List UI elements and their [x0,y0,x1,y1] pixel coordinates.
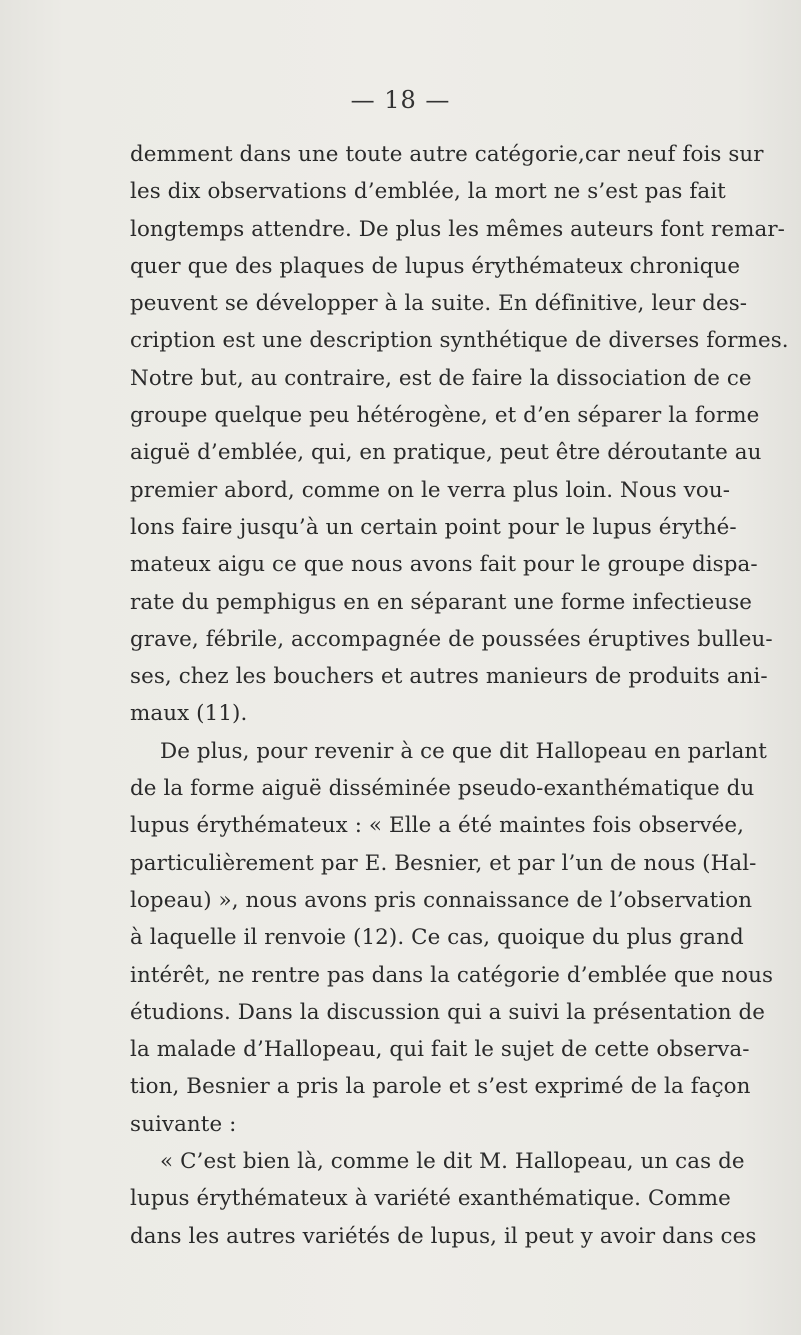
text-line: à laquelle il renvoie (12). Ce cas, quoique du plus grand [130,925,744,951]
body-text [130,136,789,1255]
text-line: mateux aigu ce que nous avons fait pour le groupe dispa- [130,552,758,578]
text-line: rate du pemphigus en en séparant une forme infectieuse [130,589,753,615]
text-line: peuvent se développer à la suite. En définitive, leur des- [130,291,748,317]
text-line: de la forme aiguë disséminée pseudo-exanthématique du [130,776,755,802]
text-line: maux (11). [130,701,248,727]
text-line: demment dans une toute autre catégorie,car neuf fois sur [130,142,764,167]
paragraph-3 [130,1143,757,1255]
text-line: quer que des plaques de lupus érythémateux chronique [130,253,741,279]
text-line: intérêt, ne rentre pas dans la catégorie d’emblée que nous [130,962,774,988]
text-line: lons faire jusqu’à un certain point pour le lupus érythé- [130,514,737,540]
text-line: « C’est bien là, comme le dit M. Hallopeau, un cas de [160,1149,745,1175]
text-line: étudions. Dans la discussion qui a suivi la présentation de [130,999,766,1025]
text-line: suivante : [130,1111,237,1137]
text-line: les dix observations d’emblée, la mort ne s’est pas fait [130,179,726,205]
text-line: lupus érythémateux : « Elle a été maintes fois observée, [130,813,745,839]
text-line: dans les autres variétés de lupus, il peut y avoir dans ces [130,1223,757,1249]
paragraph-2 [130,733,774,1143]
text-line: premier abord, comme on le verra plus loin. Nous vou- [130,477,731,503]
text-line: tion, Besnier a pris la parole et s’est exprimé de la façon [130,1074,751,1100]
text-line: De plus, pour revenir à ce que dit Hallopeau en parlant [160,738,768,764]
text-line: longtemps attendre. De plus les mêmes auteurs font remar- [130,216,785,242]
text-line: lupus érythémateux à variété exanthématique. Comme [130,1186,731,1212]
text-line: particulièrement par E. Besnier, et par l’un de nous (Hal- [130,850,757,876]
text-line: grave, fébrile, accompagnée de poussées éruptives bulleu- [130,626,773,652]
page-number: — 18 — [350,86,451,114]
text-line: Notre but, au contraire, est de faire la dissociation de ce [130,365,752,391]
text-line: ses, chez les bouchers et autres manieurs de produits ani- [130,664,768,690]
text-line: aiguë d’emblée, qui, en pratique, peut être déroutante au [130,440,762,466]
text-line: cription est une description synthétique de diverses formes. [130,328,789,354]
text-line: lopeau) », nous avons pris connaissance de l’observation [130,887,753,913]
paragraph-1 [130,136,789,733]
text-line: la malade d’Hallopeau, qui fait le sujet de cette observa- [130,1037,750,1063]
text-line: groupe quelque peu hétérogène, et d’en séparer la forme [130,403,760,429]
